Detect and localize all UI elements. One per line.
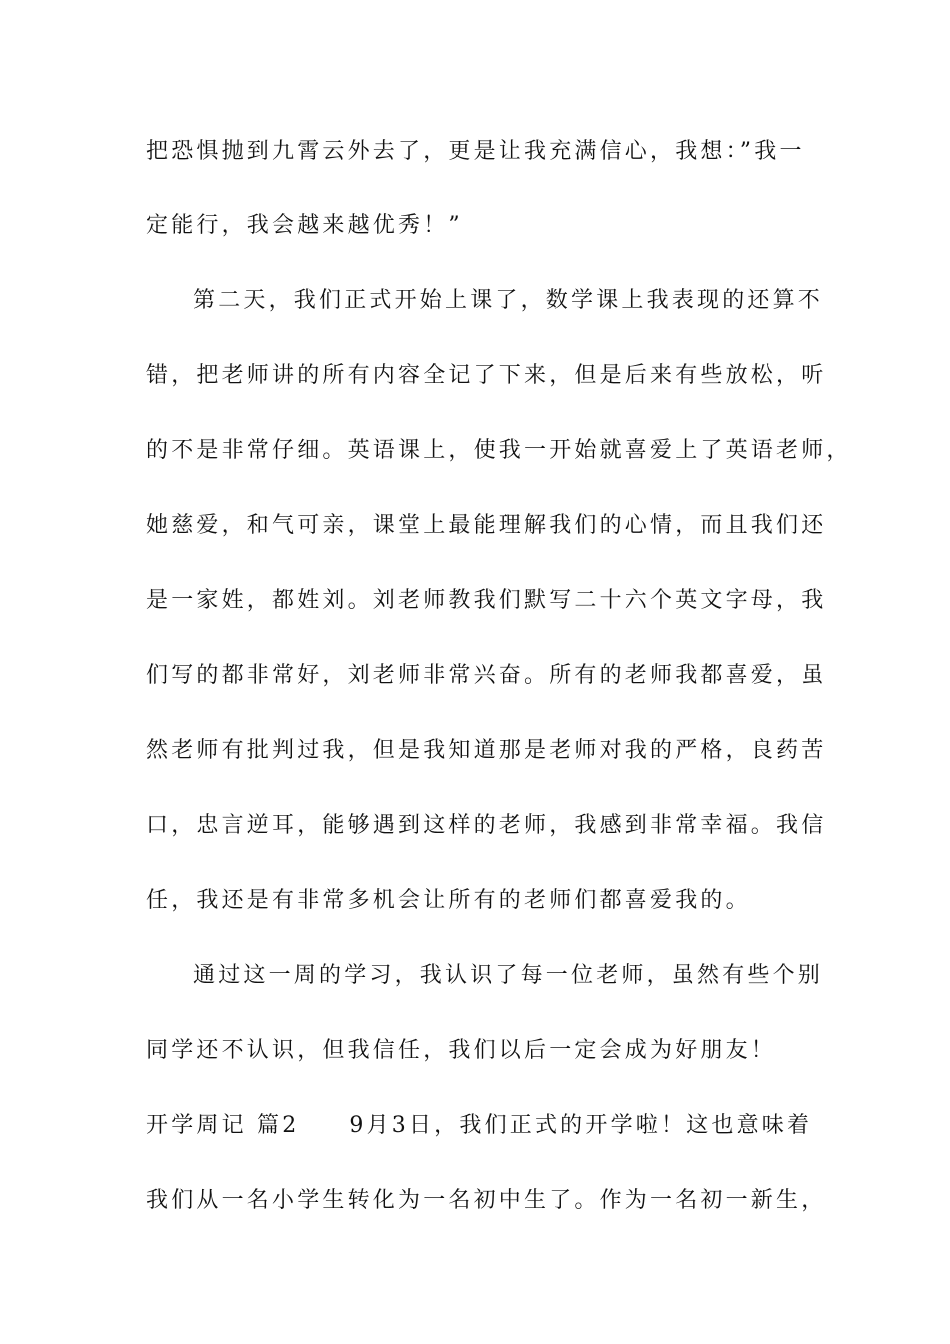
text-line: 口，忠言逆耳，能够遇到这样的老师，我感到非常幸福。我信 — [146, 813, 827, 838]
paragraph-start-line: 通过这一周的学习，我认识了每一位老师，虽然有些个别 — [193, 963, 824, 988]
text-line: 是一家姓，都姓刘。刘老师教我们默写二十六个英文字母，我 — [146, 588, 827, 613]
text-line: 然老师有批判过我，但是我知道那是老师对我的严格，良药苦 — [146, 738, 827, 763]
text-line: 定能行，我会越来越优秀！” — [146, 213, 463, 238]
text-line: 任，我还是有非常多机会让所有的老师们都喜爱我的。 — [146, 888, 751, 913]
text-line: 把恐惧抛到九霄云外去了，更是让我充满信心，我想：”我一 — [146, 139, 805, 164]
text-line: 同学还不认识，但我信任，我们以后一定会成为好朋友！ — [146, 1038, 777, 1063]
text-line: 她慈爱，和气可亲，课堂上最能理解我们的心情，而且我们还 — [146, 513, 827, 538]
section-heading-line — [146, 1106, 826, 1146]
paragraph-start-line: 第二天，我们正式开始上课了，数学课上我表现的还算不 — [193, 288, 824, 313]
text-line: 我们从一名小学生转化为一名初中生了。作为一名初一新生， — [146, 1188, 827, 1213]
text-line: 错，把老师讲的所有内容全记了下来，但是后来有些放松，听 — [146, 363, 827, 388]
text-line: 们写的都非常好，刘老师非常兴奋。所有的老师我都喜爱，虽 — [146, 663, 827, 688]
section-title: 开学周记 篇2 — [146, 1113, 300, 1138]
text-line: 的不是非常仔细。英语课上，使我一开始就喜爱上了英语老师， — [146, 438, 852, 463]
section-first-line: 9月3日，我们正式的开学啦！这也意味着 — [349, 1113, 813, 1138]
